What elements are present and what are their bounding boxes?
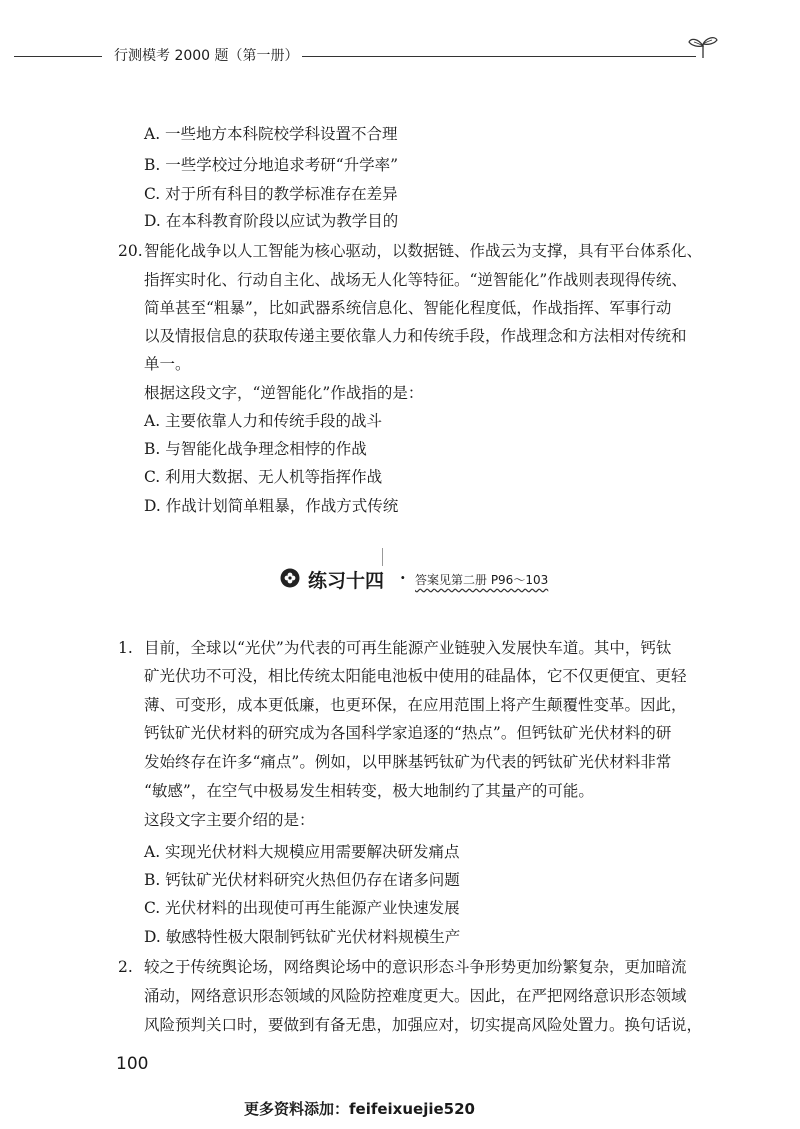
q2-text-line: 涌动，网络意识形态领域的风险防控难度更大。因此，在严把网络意识形态领域 <box>144 987 687 1005</box>
prev-option-d: D. 在本科教育阶段以应试为教学目的 <box>144 212 399 230</box>
q1-text-line: 矿光伏功不可没，相比传统太阳能电池板中使用的硅晶体，它不仅更便宜、更轻 <box>144 667 687 685</box>
q20-option-a: A. 主要依靠人力和传统手段的战斗 <box>144 412 383 430</box>
header-rule-left <box>14 56 102 57</box>
section-title: 练习十四 <box>308 570 385 592</box>
header-title: 行测模考 2000 题（第一册） <box>114 48 299 64</box>
q20-text-line: 以及情报信息的获取传递主要依靠人力和传统手段，作战理念和方法相对传统和 <box>144 327 687 345</box>
q1-option-c: C. 光伏材料的出现使可再生能源产业快速发展 <box>144 899 460 917</box>
q20-option-d: D. 作战计划简单粗暴，作战方式传统 <box>144 497 399 515</box>
footer-note: 更多资料添加：feifeixuejie520 <box>244 1100 475 1118</box>
q2-text-line: 较之于传统舆论场，网络舆论场中的意识形态斗争形势更加纷繁复杂，更加暗流 <box>144 958 687 976</box>
q1-option-b: B. 钙钛矿光伏材料研究火热但仍存在诸多问题 <box>144 871 460 889</box>
q1-option-d: D. 敏感特性极大限制钙钛矿光伏材料规模生产 <box>144 928 461 946</box>
section-separator: · <box>400 568 406 587</box>
question-number-2: 2. <box>118 958 133 976</box>
q20-text-line: 简单甚至“粗暴”，比如武器系统信息化、智能化程度低，作战指挥、军事行动 <box>144 299 672 317</box>
q1-text-line: 发始终存在许多“痛点”。例如，以甲脒基钙钛矿为代表的钙钛矿光伏材料非常 <box>144 753 672 771</box>
divider-tick <box>382 548 383 566</box>
q1-question: 这段文字主要介绍的是： <box>144 811 315 829</box>
q1-text-line: 薄、可变形，成本更低廉，也更环保，在应用范围上将产生颠覆性变革。因此， <box>144 696 687 714</box>
q1-text-line: “敏感”，在空气中极易发生相转变，极大地制约了其量产的可能。 <box>144 782 594 800</box>
question-number-20: 20. <box>118 242 143 260</box>
prev-option-a: A. 一些地方本科院校学科设置不合理 <box>144 125 398 143</box>
q20-text-line: 指挥实时化、行动自主化、战场无人化等特征。“逆智能化”作战则表现得传统、 <box>144 271 687 289</box>
prev-option-b: B. 一些学校过分地追求考研“升学率” <box>144 156 399 174</box>
q1-text-line: 钙钛矿光伏材料的研究成为各国科学家追逐的“热点”。但钙钛矿光伏材料的研 <box>144 724 672 742</box>
answer-reference: 答案见第二册 P96～103 <box>415 573 549 587</box>
q20-option-c: C. 利用大数据、无人机等指挥作战 <box>144 468 383 486</box>
q20-option-b: B. 与智能化战争理念相悖的作战 <box>144 440 367 458</box>
header-rule-right <box>302 56 696 57</box>
sprout-icon <box>686 34 720 60</box>
flower-badge-icon <box>280 568 300 588</box>
q20-text-line: 智能化战争以人工智能为核心驱动，以数据链、作战云为支撑，具有平台体系化、 <box>144 242 703 260</box>
running-header <box>14 42 786 68</box>
q1-option-a: A. 实现光伏材料大规模应用需要解决研发痛点 <box>144 843 460 861</box>
q2-text-line: 风险预判关口时，要做到有备无患，加强应对，切实提高风险处置力。换句话说， <box>144 1016 703 1034</box>
page-number: 100 <box>116 1054 149 1074</box>
q20-question: 根据这段文字，“逆智能化”作战指的是： <box>144 384 424 402</box>
q1-text-line: 目前，全球以“光伏”为代表的可再生能源产业链驶入发展快车道。其中，钙钛 <box>144 639 672 657</box>
question-number-1: 1. <box>118 639 133 657</box>
q20-text-line: 单一。 <box>144 355 191 373</box>
prev-option-c: C. 对于所有科目的教学标准存在差异 <box>144 185 398 203</box>
